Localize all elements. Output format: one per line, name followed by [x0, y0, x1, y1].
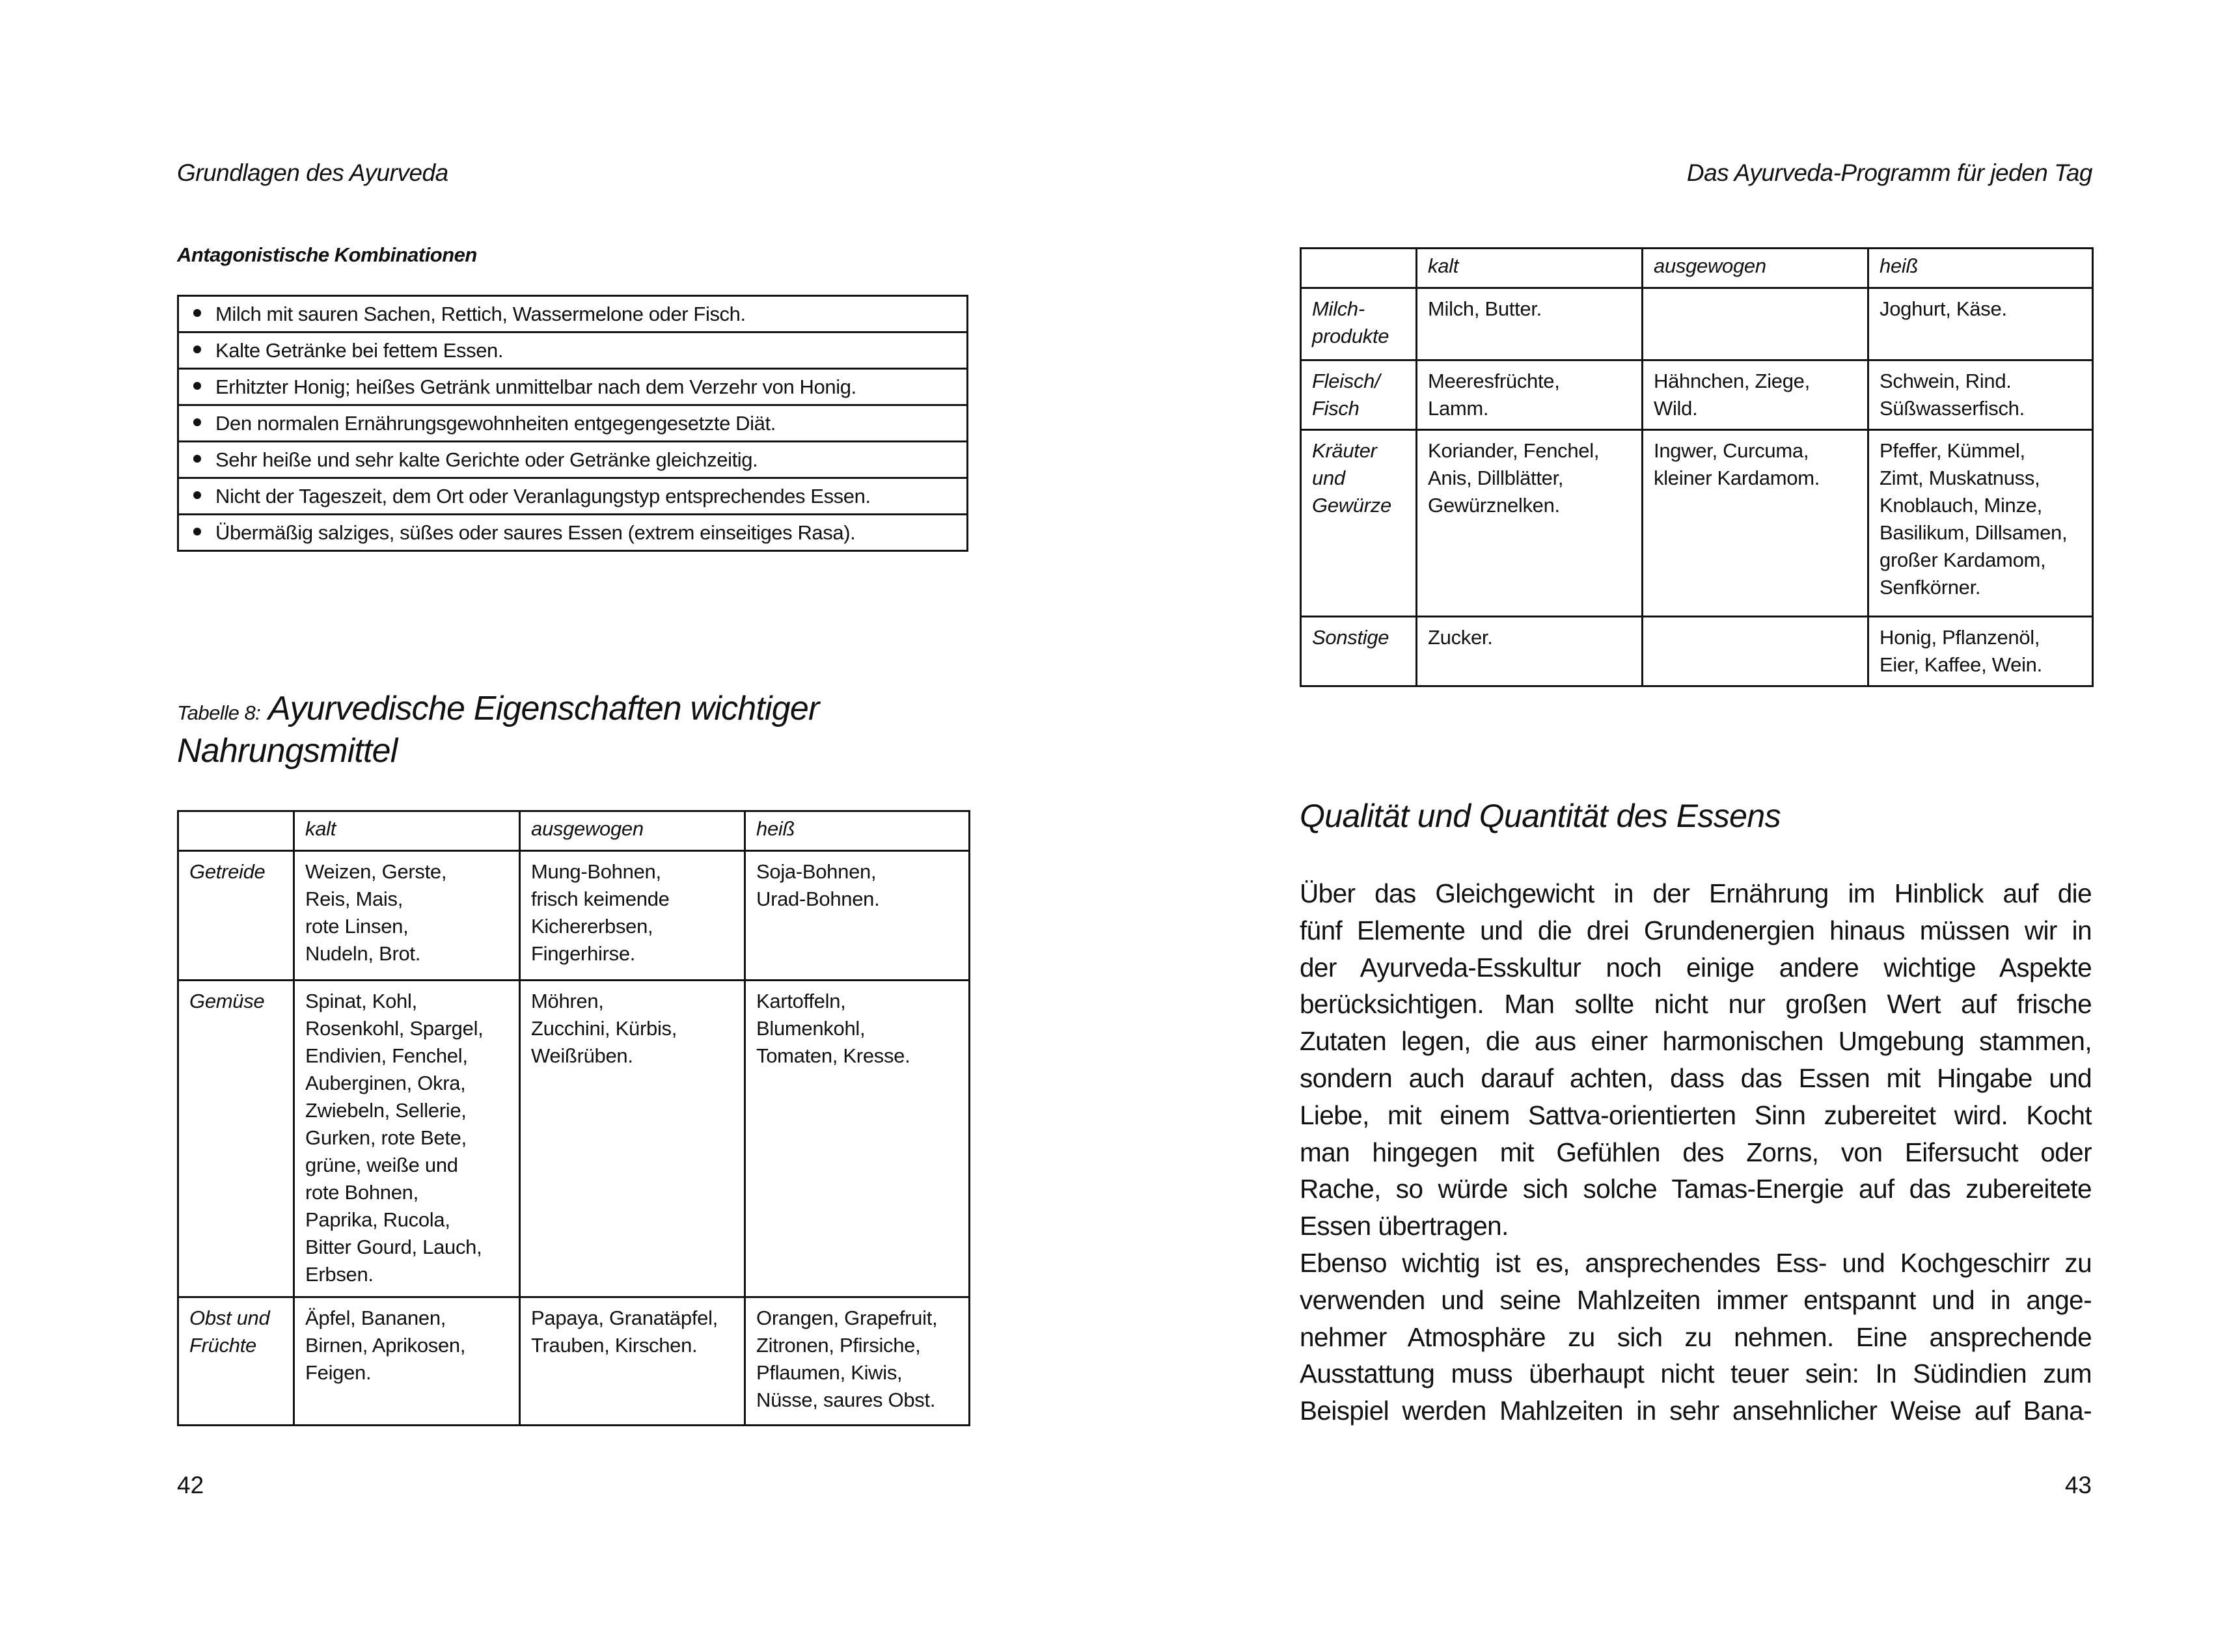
list-item: [178, 296, 968, 332]
row-label: [1301, 360, 1417, 430]
cell-line: Eier, Kaffee, Wein.: [1880, 653, 2042, 676]
body-line: Essen übertragen.: [1300, 1211, 1509, 1241]
food-table-left: [177, 810, 970, 1426]
cell-line: Fleisch/: [1312, 370, 1380, 392]
row-label: [178, 851, 294, 981]
list-item-text: Milch mit sauren Sachen, Rettich, Wassermelone oder Fisch.: [215, 302, 746, 325]
cell-line: Bitter Gourd, Lauch,: [305, 1236, 482, 1258]
cell-heiss: [745, 851, 970, 981]
page-number-right: 43: [2064, 1472, 2092, 1498]
cell-line: Gewürznelken.: [1428, 494, 1560, 517]
cell-line: Honig, Pflanzenöl,: [1880, 626, 2040, 649]
cell-line: Endivien, Fenchel,: [305, 1044, 468, 1067]
cell-kalt: [1417, 288, 1643, 360]
row-label: [1301, 617, 1417, 686]
cell-heiss: [1868, 360, 2093, 430]
list-item-text: Nicht der Tageszeit, dem Ort oder Veranlagungstyp entsprechendes Essen.: [215, 484, 871, 508]
body-line: Ebenso wichtig ist es, ansprechendes Ess- und Kochgeschirr zu: [1300, 1247, 2092, 1278]
cell-line: Sonstige: [1312, 626, 1389, 649]
table-header-row: [1301, 249, 2093, 288]
bullet-icon: [193, 418, 201, 426]
list-item-text: Sehr heiße und sehr kalte Gerichte oder Getränke gleichzeitig.: [215, 448, 758, 471]
cell-line: Trauben, Kirschen.: [531, 1334, 698, 1357]
page-number-left: 42: [177, 1472, 204, 1498]
cell-line: Birnen, Aprikosen,: [305, 1334, 466, 1357]
cell-line: Nudeln, Brot.: [305, 942, 421, 965]
antagonistic-list: [177, 295, 968, 552]
bullet-icon: [193, 455, 201, 463]
cell-heiss: [745, 1297, 970, 1426]
cell-line: Möhren,: [531, 990, 604, 1012]
cell-line: Senfkörner.: [1880, 576, 1981, 599]
table-row: [178, 981, 970, 1297]
cell-line: Basilikum, Dillsamen,: [1880, 521, 2068, 544]
bullet-icon: [193, 345, 201, 353]
table-row: [1301, 288, 2093, 360]
column-header-3: heiß: [1868, 249, 2093, 288]
column-header-3: heiß: [745, 811, 970, 851]
body-line: Zutaten legen, die aus einer harmonischen Umgebung stammen,: [1300, 1026, 2092, 1057]
cell-line: Anis, Dillblätter,: [1428, 467, 1564, 489]
list-item: [178, 405, 968, 442]
cell-line: Orangen, Grapefruit,: [756, 1307, 938, 1329]
cell-kalt: [294, 981, 520, 1297]
cell-line: Erbsen.: [305, 1263, 374, 1286]
list-item: [178, 442, 968, 478]
cell-kalt: [1417, 360, 1643, 430]
column-header-2: ausgewogen: [1643, 249, 1868, 288]
table-row: [1301, 617, 2093, 686]
cell-line: Ingwer, Curcuma,: [1654, 439, 1809, 462]
cell-line: Kräuter: [1312, 439, 1377, 462]
cell-ausgewogen: [1643, 360, 1868, 430]
row-label: [1301, 430, 1417, 617]
body-line: man hingegen mit Gefühlen des Zorns, von Eifersucht oder: [1300, 1137, 2092, 1167]
list-item-cell: [178, 332, 968, 369]
body-line: Rache, so würde sich solche Tamas-Energie auf das zubereitete: [1300, 1174, 2092, 1204]
cell-line: Fingerhirse.: [531, 942, 636, 965]
list-item-cell: [178, 296, 968, 332]
cell-line: Pfeffer, Kümmel,: [1880, 439, 2025, 462]
cell-line: Blumenkohl,: [756, 1017, 866, 1040]
cell-line: Meeresfrüchte,: [1428, 370, 1560, 392]
cell-kalt: [1417, 430, 1643, 617]
list-item-text: Erhitzter Honig; heißes Getränk unmittelbar nach dem Verzehr von Honig.: [215, 375, 856, 398]
cell-line: Weißrüben.: [531, 1044, 633, 1067]
cell-line: Äpfel, Bananen,: [305, 1307, 446, 1329]
cell-line: Reis, Mais,: [305, 887, 403, 910]
list-item-cell: [178, 515, 968, 551]
column-header-blank: [1301, 249, 1417, 288]
body-line: berücksichtigen. Man sollte nicht nur großen Wert auf frische: [1300, 989, 2092, 1020]
row-label: [1301, 288, 1417, 360]
table-row: [1301, 430, 2093, 617]
bullet-icon: [193, 491, 201, 499]
body-line: Beispiel werden Mahlzeiten in sehr ansehnlicher Weise auf Bana-: [1300, 1396, 2092, 1426]
cell-kalt: [294, 1297, 520, 1426]
list-item: [178, 332, 968, 369]
cell-line: Paprika, Rucola,: [305, 1208, 450, 1231]
body-line: sondern auch darauf achten, dass das Essen mit Hingabe und: [1300, 1063, 2092, 1093]
bullet-icon: [193, 528, 201, 535]
list-item-cell: [178, 369, 968, 405]
cell-heiss: [745, 981, 970, 1297]
list-item: [178, 369, 968, 405]
cell-ausgewogen: [520, 981, 745, 1297]
row-label: [178, 981, 294, 1297]
list-item-text: Kalte Getränke bei fettem Essen.: [215, 338, 504, 362]
cell-line: Koriander, Fenchel,: [1428, 439, 1600, 462]
table-caption: [177, 690, 819, 770]
list-item: [178, 478, 968, 515]
list-item-cell: [178, 405, 968, 442]
cell-heiss: [1868, 288, 2093, 360]
cell-line: produkte: [1312, 325, 1389, 347]
table-row: [178, 851, 970, 981]
bullet-icon: [193, 382, 201, 390]
antagonistic-title: Antagonistische Kombinationen: [177, 243, 477, 266]
body-line: der Ayurveda-Esskultur noch einige andere wichtige Aspekte: [1300, 952, 2092, 982]
table-header-row: [178, 811, 970, 851]
cell-line: Auberginen, Okra,: [305, 1072, 466, 1094]
cell-line: Joghurt, Käse.: [1880, 297, 2007, 320]
cell-kalt: [1417, 617, 1643, 686]
cell-line: Feigen.: [305, 1361, 372, 1384]
cell-line: Urad-Bohnen.: [756, 887, 880, 910]
cell-line: Zitronen, Pfirsiche,: [756, 1334, 921, 1357]
column-header-2: ausgewogen: [520, 811, 745, 851]
body-text: [1300, 875, 2092, 1429]
body-line: Ausstattung muss überhaupt nicht teuer sein: In Südindien zum: [1300, 1359, 2092, 1389]
cell-line: Gurken, rote Bete,: [305, 1126, 467, 1149]
cell-line: Milch, Butter.: [1428, 297, 1542, 320]
body-line: nehmer Atmosphäre zu sich zu nehmen. Eine ansprechende: [1300, 1321, 2092, 1352]
cell-line: Wild.: [1654, 397, 1698, 420]
cell-line: Lamm.: [1428, 397, 1489, 420]
cell-line: Süßwasserfisch.: [1880, 397, 2025, 420]
body-line: Über das Gleichgewicht in der Ernährung im Hinblick auf die: [1300, 878, 2092, 908]
cell-line: Tomaten, Kresse.: [756, 1044, 910, 1067]
row-label: [178, 1297, 294, 1426]
cell-line: Getreide: [189, 860, 266, 883]
table-row: [1301, 360, 2093, 430]
running-head-right: Das Ayurveda-Programm für jeden Tag: [1686, 159, 2092, 186]
cell-line: Zimt, Muskatnuss,: [1880, 467, 2040, 489]
cell-line: Papaya, Granatäpfel,: [531, 1307, 718, 1329]
body-line: verwenden und seine Mahlzeiten immer entspannt und in ange-: [1300, 1284, 2092, 1315]
caption-title-line1: Ayurvedische Eigenschaften wichtiger: [268, 690, 819, 727]
cell-line: Soja-Bohnen,: [756, 860, 877, 883]
cell-line: rote Linsen,: [305, 915, 409, 938]
cell-line: Mung-Bohnen,: [531, 860, 661, 883]
table-row: [178, 1297, 970, 1426]
column-header-1: kalt: [294, 811, 520, 851]
list-item-cell: [178, 478, 968, 515]
caption-title-line2: Nahrungsmittel: [177, 732, 398, 770]
column-header-blank: [178, 811, 294, 851]
cell-heiss: [1868, 430, 2093, 617]
cell-line: Fisch: [1312, 397, 1360, 420]
list-item-text: Den normalen Ernährungsgewohnheiten entgegengesetzte Diät.: [215, 411, 776, 435]
cell-line: Obst und: [189, 1307, 270, 1329]
cell-ausgewogen: [1643, 288, 1868, 360]
cell-line: Weizen, Gerste,: [305, 860, 447, 883]
cell-line: Rosenkohl, Spargel,: [305, 1017, 484, 1040]
running-head-left: Grundlagen des Ayurveda: [177, 159, 448, 186]
cell-line: Milch-: [1312, 297, 1365, 320]
cell-line: Pflaumen, Kiwis,: [756, 1361, 903, 1384]
section-heading: Qualität und Quantität des Essens: [1300, 798, 1781, 834]
caption-label: Tabelle 8:: [177, 701, 261, 724]
cell-line: Spinat, Kohl,: [305, 990, 417, 1012]
cell-line: rote Bohnen,: [305, 1181, 418, 1204]
cell-line: Zwiebeln, Sellerie,: [305, 1099, 467, 1122]
bullet-icon: [193, 309, 201, 317]
cell-ausgewogen: [520, 851, 745, 981]
cell-line: Kichererbsen,: [531, 915, 653, 938]
cell-line: Schwein, Rind.: [1880, 370, 2012, 392]
cell-line: grüne, weiße und: [305, 1154, 458, 1176]
cell-line: Zucker.: [1428, 626, 1493, 649]
cell-ausgewogen: [520, 1297, 745, 1426]
list-item: [178, 515, 968, 551]
cell-ausgewogen: [1643, 430, 1868, 617]
cell-line: Knoblauch, Minze,: [1880, 494, 2042, 517]
cell-line: Nüsse, saures Obst.: [756, 1388, 936, 1411]
body-line: Liebe, mit einem Sattva-orientierten Sinn zubereitet wird. Kocht: [1300, 1100, 2092, 1130]
food-table-right: [1300, 247, 2094, 687]
cell-line: Kartoffeln,: [756, 990, 846, 1012]
cell-line: Früchte: [189, 1334, 256, 1357]
body-line: fünf Elemente und die drei Grundenergien hinaus müssen wir in: [1300, 915, 2092, 945]
cell-ausgewogen: [1643, 617, 1868, 686]
list-item-text: Übermäßig salziges, süßes oder saures Essen (extrem einseitiges Rasa).: [215, 521, 856, 544]
cell-line: Zucchini, Kürbis,: [531, 1017, 677, 1040]
cell-line: und: [1312, 467, 1345, 489]
cell-line: frisch keimende: [531, 887, 670, 910]
cell-line: Gemüse: [189, 990, 265, 1012]
cell-line: Hähnchen, Ziege,: [1654, 370, 1810, 392]
column-header-1: kalt: [1417, 249, 1643, 288]
list-item-cell: [178, 442, 968, 478]
cell-line: großer Kardamom,: [1880, 548, 2046, 571]
cell-heiss: [1868, 617, 2093, 686]
cell-kalt: [294, 851, 520, 981]
cell-line: Gewürze: [1312, 494, 1391, 517]
cell-line: kleiner Kardamom.: [1654, 467, 1820, 489]
